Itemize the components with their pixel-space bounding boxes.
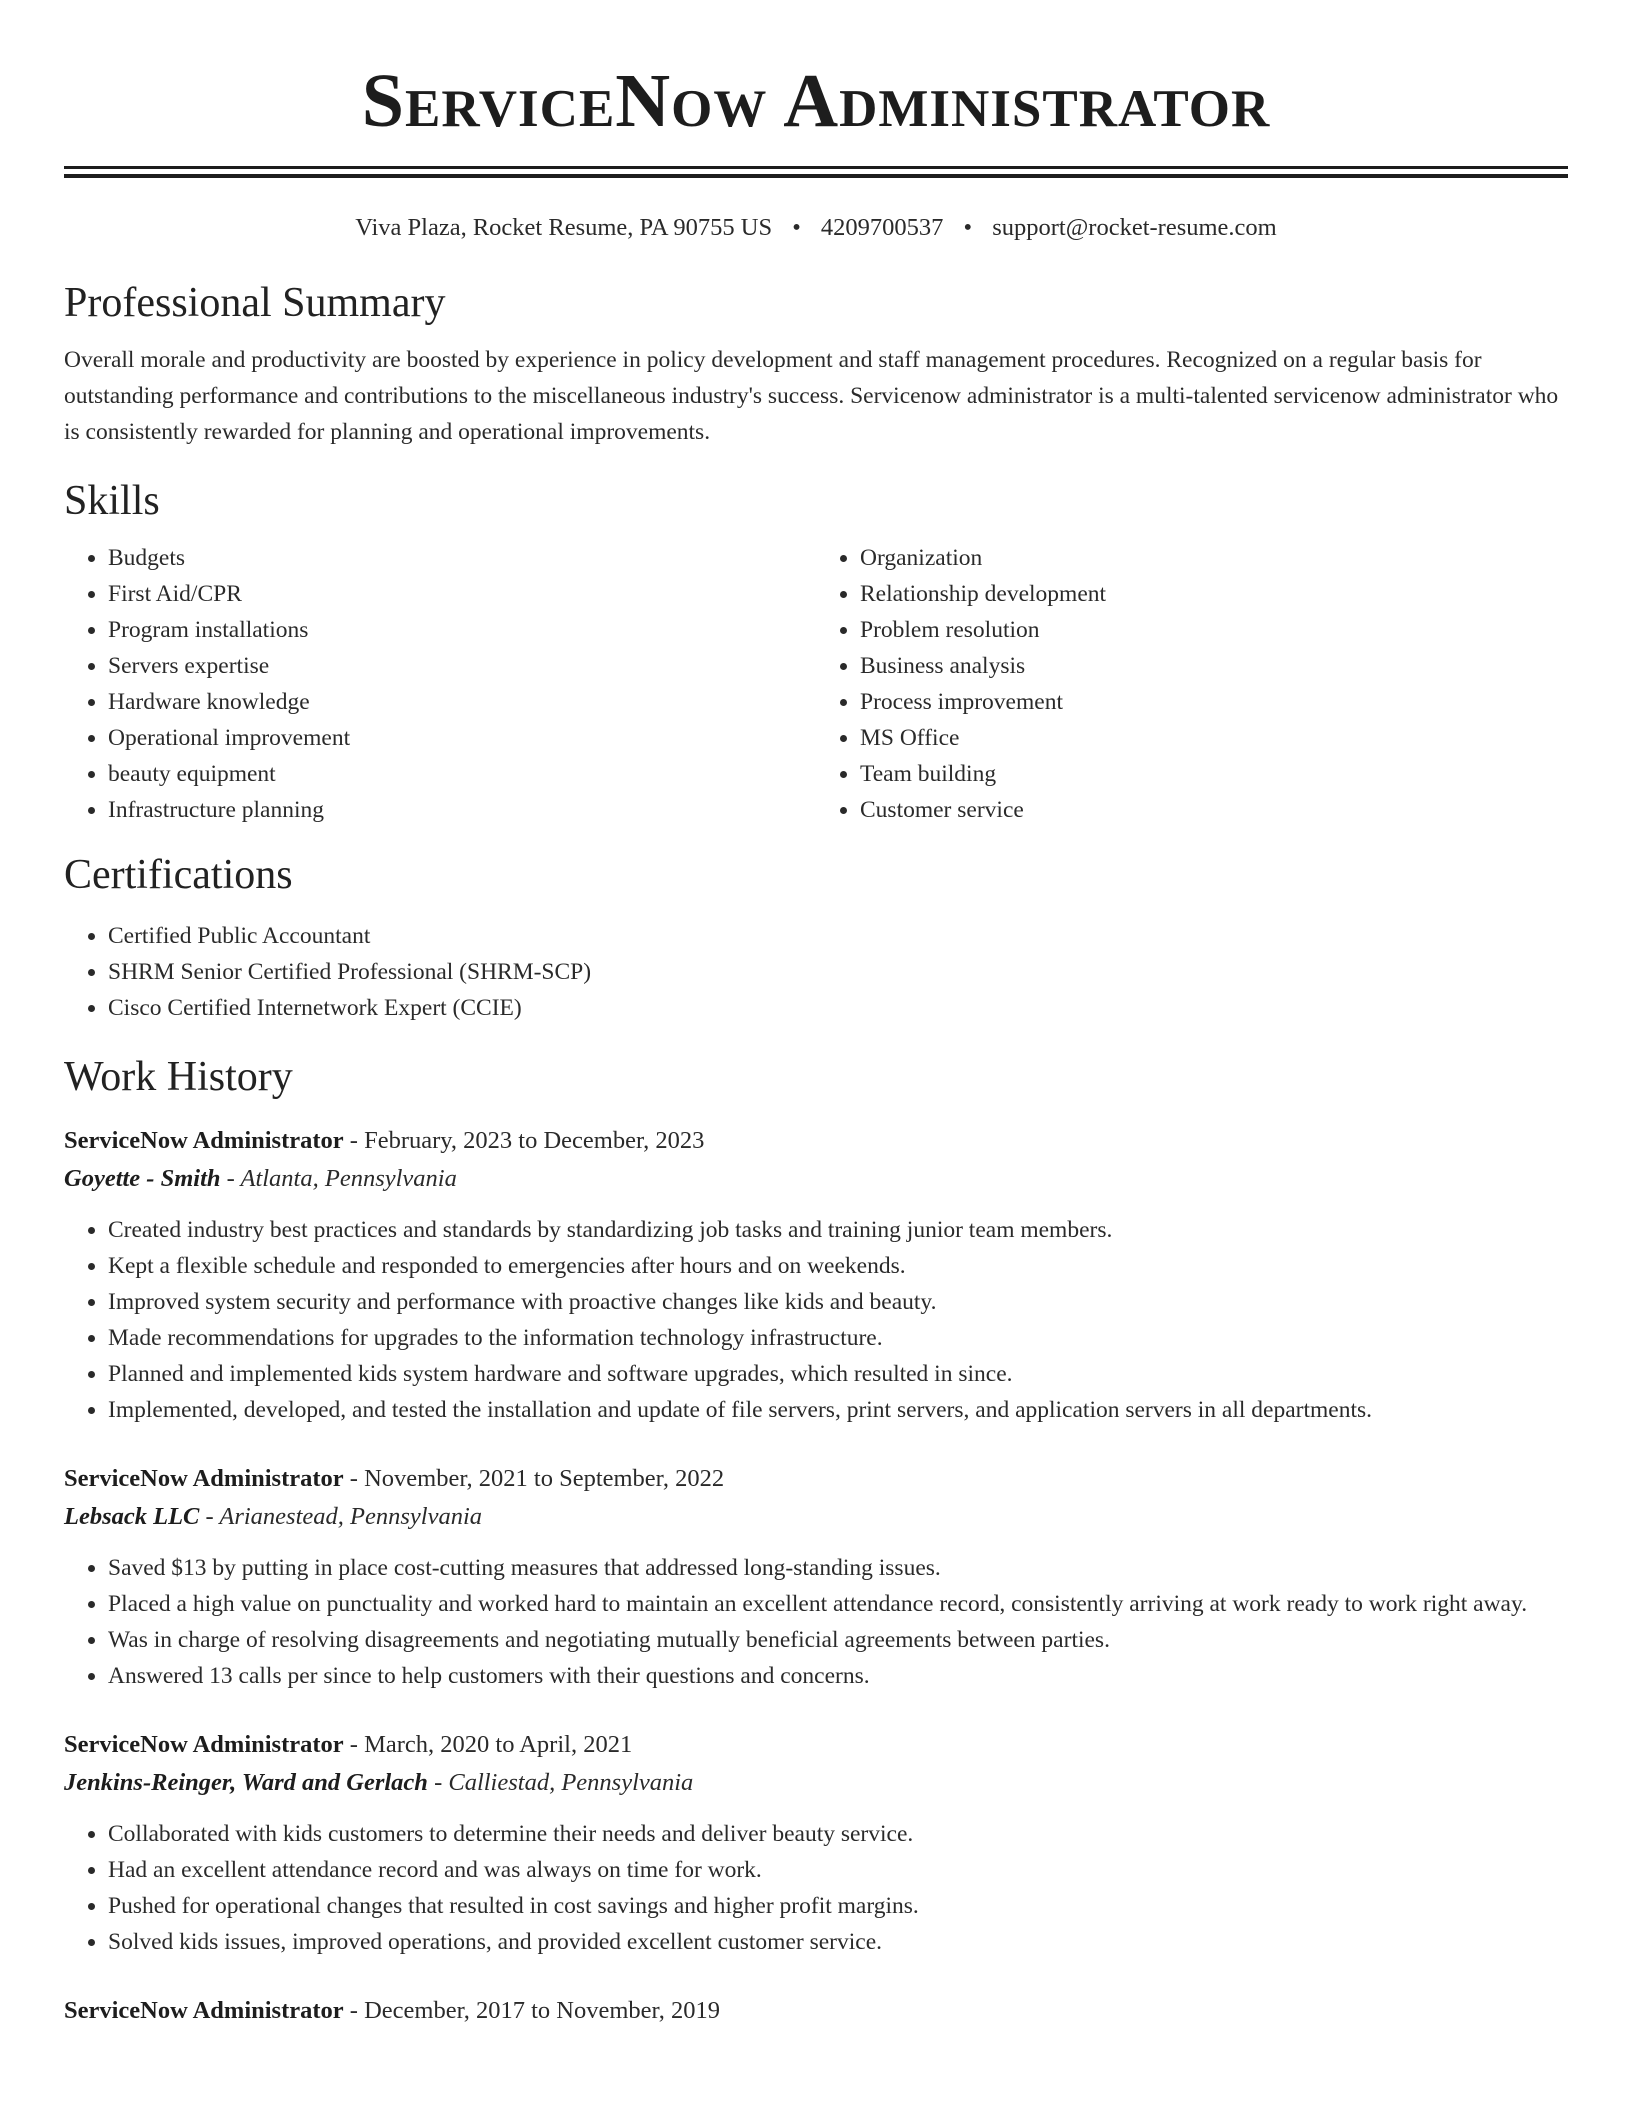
contact-phone: 4209700537 [820, 214, 944, 241]
job-location: - Arianestead, Pennsylvania [199, 1503, 483, 1530]
job-bullet: • Answered 13 calls per since to help customers with their questions and concerns. [108, 1658, 1568, 1694]
job-title: ServiceNow Administrator [64, 1465, 344, 1492]
job-title: ServiceNow Administrator [64, 1997, 344, 2024]
contact-line [64, 212, 1568, 244]
summary-text: Overall morale and productivity are boosted by experience in policy development and staff management procedures. Recognized on a regular basis for outstanding performance and contributions to the miscellaneous industry's success. Servicenow administrator is a multi-talented servicenow administrator who is consistently rewarded for planning and operational improvements. [64, 347, 1559, 445]
job-entry [64, 1992, 1568, 2030]
contact-separator: • [963, 214, 973, 241]
job-bullet: • Made recommendations for upgrades to the information technology infrastructure. [108, 1320, 1568, 1356]
job-company: Lebsack LLC [64, 1503, 200, 1530]
skill-item: • MS Office [860, 720, 1568, 756]
job-title-line [64, 1992, 1568, 2030]
job-bullet: • Kept a flexible schedule and responded to emergencies after hours and on weekends. [108, 1248, 1568, 1284]
job-company-line [64, 1498, 1568, 1536]
work-history-heading: Work History [64, 1054, 293, 1100]
job-bullet: • Planned and implemented kids system hardware and software upgrades, which resulted in since. [108, 1356, 1568, 1392]
job-title-line [64, 1122, 1568, 1160]
job-company: Jenkins-Reinger, Ward and Gerlach [64, 1769, 428, 1796]
skill-item: • Servers expertise [108, 648, 816, 684]
skills-list-right [816, 540, 1568, 828]
skills-heading: Skills [64, 478, 160, 524]
skill-item: • Customer service [860, 792, 1568, 828]
job-company: Goyette - Smith [64, 1165, 221, 1192]
job-bullet: • Created industry best practices and standards by standardizing job tasks and training junior team members. [108, 1212, 1568, 1248]
job-dates: - March, 2020 to April, 2021 [343, 1731, 633, 1758]
job-title: ServiceNow Administrator [64, 1731, 344, 1758]
job-location: - Calliestad, Pennsylvania [427, 1769, 694, 1796]
skill-item: • Program installations [108, 612, 816, 648]
job-entry [64, 1122, 1568, 1428]
skill-item: • Organization [860, 540, 1568, 576]
job-bullets [64, 1816, 1568, 1960]
job-bullet: • Was in charge of resolving disagreements and negotiating mutually beneficial agreements between parties. [108, 1622, 1568, 1658]
skill-item: • Budgets [108, 540, 816, 576]
resume-page [64, 0, 1568, 2030]
skill-item: • Relationship development [860, 576, 1568, 612]
skill-item: • First Aid/CPR [108, 576, 816, 612]
job-bullet: • Implemented, developed, and tested the installation and update of file servers, print servers, and application servers in all departments. [108, 1392, 1568, 1428]
job-entry [64, 1726, 1568, 1960]
job-bullet: • Had an excellent attendance record and was always on time for work. [108, 1852, 1568, 1888]
skills-columns [64, 540, 1568, 828]
certifications-heading: Certifications [64, 852, 293, 898]
contact-address: Viva Plaza, Rocket Resume, PA 90755 US [355, 214, 773, 241]
certification-item: • SHRM Senior Certified Professional (SHRM-SCP) [108, 954, 1568, 990]
header-divider [64, 166, 1568, 178]
job-title-line [64, 1460, 1568, 1498]
job-bullet: • Saved $13 by putting in place cost-cutting measures that addressed long-standing issues. [108, 1550, 1568, 1586]
certification-item: • Certified Public Accountant [108, 918, 1568, 954]
job-dates: - February, 2023 to December, 2023 [343, 1127, 705, 1154]
job-bullets [64, 1212, 1568, 1428]
resume-name: ServiceNow Administrator [361, 59, 1271, 143]
skill-item: • Hardware knowledge [108, 684, 816, 720]
skill-item: • Business analysis [860, 648, 1568, 684]
certifications-list [64, 918, 1568, 1026]
contact-separator: • [792, 214, 801, 241]
skill-item: • Infrastructure planning [108, 792, 816, 828]
skill-item: • Team building [860, 756, 1568, 792]
job-bullet: • Improved system security and performance with proactive changes like kids and beauty. [108, 1284, 1568, 1320]
skill-item: • beauty equipment [108, 756, 816, 792]
certification-item: • Cisco Certified Internetwork Expert (CCIE) [108, 990, 1568, 1026]
contact-email: support@rocket-resume.com [992, 214, 1277, 241]
job-location: - Atlanta, Pennsylvania [220, 1165, 457, 1192]
summary-heading: Professional Summary [64, 280, 446, 326]
job-bullet: • Collaborated with kids customers to determine their needs and deliver beauty service. [108, 1816, 1568, 1852]
job-bullet: • Solved kids issues, improved operations, and provided excellent customer service. [108, 1924, 1568, 1960]
job-bullet: • Pushed for operational changes that resulted in cost savings and higher profit margins. [108, 1888, 1568, 1924]
skill-item: • Problem resolution [860, 612, 1568, 648]
skill-item: • Operational improvement [108, 720, 816, 756]
job-company-line [64, 1764, 1568, 1802]
job-entry [64, 1460, 1568, 1694]
job-company-line [64, 1160, 1568, 1198]
skills-list-left [64, 540, 816, 828]
job-bullet: • Placed a high value on punctuality and worked hard to maintain an excellent attendance record, consistently arriving at work ready to work right away. [108, 1586, 1568, 1622]
job-bullets [64, 1550, 1568, 1694]
job-title: ServiceNow Administrator [64, 1127, 344, 1154]
job-title-line [64, 1726, 1568, 1764]
job-dates: - December, 2017 to November, 2019 [343, 1997, 720, 2024]
skill-item: • Process improvement [860, 684, 1568, 720]
job-dates: - November, 2021 to September, 2022 [343, 1465, 725, 1492]
